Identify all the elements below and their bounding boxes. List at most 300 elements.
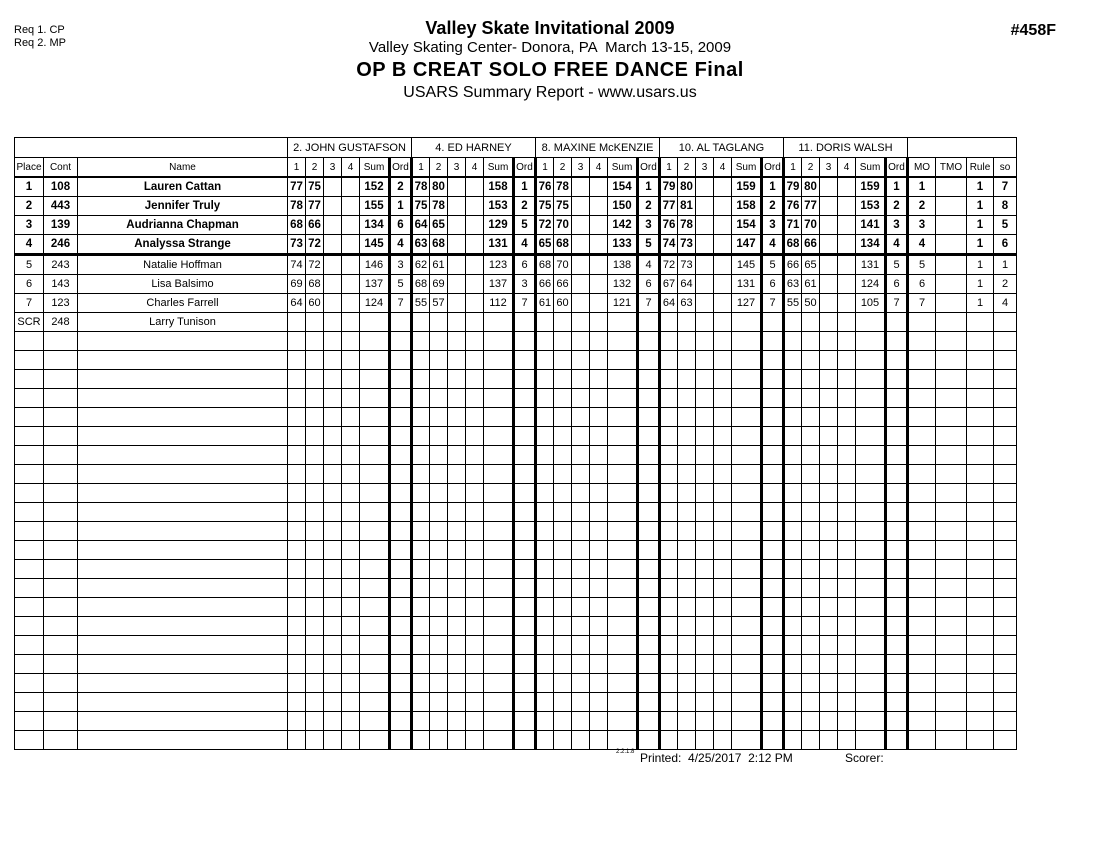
score-cell xyxy=(714,408,732,427)
score-cell xyxy=(820,560,838,579)
score-cell xyxy=(430,503,448,522)
ord-cell xyxy=(514,579,536,598)
score-cell xyxy=(802,503,820,522)
score-cell xyxy=(430,560,448,579)
score-cell xyxy=(820,712,838,731)
empty-row xyxy=(15,465,1017,484)
score-cell xyxy=(324,579,342,598)
score-cell xyxy=(448,389,466,408)
score-cell xyxy=(554,712,572,731)
score-cell: 60 xyxy=(306,294,324,313)
score-cell xyxy=(678,503,696,522)
score-cell xyxy=(590,731,608,750)
score-cell xyxy=(288,636,306,655)
score-cell xyxy=(324,197,342,216)
score-cell: 65 xyxy=(536,235,554,255)
skater-name-cell: Audrianna Chapman xyxy=(78,216,288,235)
score-cell xyxy=(342,370,360,389)
score-cell xyxy=(536,503,554,522)
score-cell xyxy=(342,579,360,598)
place-cell: 1 xyxy=(15,177,44,197)
score-cell: 69 xyxy=(430,275,448,294)
sum-cell xyxy=(856,560,886,579)
ord-cell: 1 xyxy=(390,197,412,216)
score-cell xyxy=(448,408,466,427)
score-cell xyxy=(536,427,554,446)
score-cell xyxy=(572,465,590,484)
so-cell xyxy=(994,579,1017,598)
score-cell xyxy=(838,313,856,332)
score-cell xyxy=(412,446,430,465)
score-cell xyxy=(342,598,360,617)
score-cell: 77 xyxy=(288,177,306,197)
result-row xyxy=(15,216,1017,235)
score-cell xyxy=(660,693,678,712)
score-cell xyxy=(660,503,678,522)
score-cell xyxy=(554,351,572,370)
ord-cell xyxy=(390,389,412,408)
score-cell xyxy=(660,332,678,351)
column-header-name: Name xyxy=(78,158,288,178)
ord-cell: 5 xyxy=(886,255,908,275)
sum-cell: 150 xyxy=(608,197,638,216)
tmo-cell xyxy=(936,294,967,313)
score-cell xyxy=(660,579,678,598)
score-cell xyxy=(342,313,360,332)
ord-cell xyxy=(514,446,536,465)
score-cell xyxy=(536,579,554,598)
ord-cell xyxy=(638,313,660,332)
score-cell: 68 xyxy=(288,216,306,235)
score-cell xyxy=(714,313,732,332)
score-cell xyxy=(678,636,696,655)
tmo-cell xyxy=(936,197,967,216)
score-cell xyxy=(430,693,448,712)
sum-cell xyxy=(732,503,762,522)
score-cell xyxy=(554,579,572,598)
score-cell xyxy=(784,522,802,541)
score-cell xyxy=(288,598,306,617)
contestant-number-cell: 108 xyxy=(44,177,78,197)
sum-cell xyxy=(856,655,886,674)
column-header-cont: Cont xyxy=(44,158,78,178)
score-cell xyxy=(696,541,714,560)
contestant-number-cell xyxy=(44,351,78,370)
ord-cell xyxy=(390,427,412,446)
score-cell xyxy=(288,560,306,579)
sum-cell xyxy=(608,712,638,731)
ord-cell xyxy=(762,332,784,351)
score-cell xyxy=(572,522,590,541)
contestant-number-cell xyxy=(44,370,78,389)
score-cell xyxy=(430,712,448,731)
so-cell xyxy=(994,598,1017,617)
sum-cell xyxy=(608,674,638,693)
score-cell xyxy=(536,693,554,712)
score-cell xyxy=(678,560,696,579)
ord-cell xyxy=(390,446,412,465)
score-cell xyxy=(448,465,466,484)
score-cell: 61 xyxy=(802,275,820,294)
score-cell xyxy=(324,294,342,313)
tmo-cell xyxy=(936,693,967,712)
ord-cell xyxy=(638,503,660,522)
sum-cell: 154 xyxy=(732,216,762,235)
score-cell xyxy=(590,674,608,693)
score-cell xyxy=(536,598,554,617)
tmo-cell xyxy=(936,216,967,235)
ord-cell xyxy=(762,655,784,674)
score-cell xyxy=(448,693,466,712)
empty-row xyxy=(15,598,1017,617)
tmo-cell xyxy=(936,235,967,255)
sum-cell xyxy=(484,655,514,674)
contestant-number-cell xyxy=(44,522,78,541)
ord-cell xyxy=(514,617,536,636)
score-cell xyxy=(590,541,608,560)
tmo-cell xyxy=(936,560,967,579)
sum-cell xyxy=(856,693,886,712)
score-cell xyxy=(288,370,306,389)
sum-cell xyxy=(484,712,514,731)
score-cell: 78 xyxy=(430,197,448,216)
score-cell xyxy=(660,617,678,636)
score-cell xyxy=(696,560,714,579)
score-cell xyxy=(572,636,590,655)
skater-name-cell xyxy=(78,674,288,693)
score-cell xyxy=(696,332,714,351)
ord-cell xyxy=(762,636,784,655)
score-cell xyxy=(838,484,856,503)
skater-name-cell: Lisa Balsimo xyxy=(78,275,288,294)
ord-cell: 2 xyxy=(886,197,908,216)
column-header-row xyxy=(15,158,1017,178)
column-header-2: 2 xyxy=(430,158,448,178)
contestant-number-cell xyxy=(44,541,78,560)
score-cell xyxy=(660,408,678,427)
score-cell xyxy=(696,389,714,408)
judge-name-header: 2. JOHN GUSTAFSON xyxy=(288,138,412,158)
score-cell xyxy=(802,712,820,731)
mo-cell xyxy=(908,560,936,579)
score-cell xyxy=(554,541,572,560)
sum-cell xyxy=(732,465,762,484)
so-cell xyxy=(994,655,1017,674)
score-cell xyxy=(820,541,838,560)
contestant-number-cell xyxy=(44,446,78,465)
score-cell xyxy=(572,541,590,560)
score-cell xyxy=(678,655,696,674)
score-cell: 73 xyxy=(288,235,306,255)
column-header-1: 1 xyxy=(784,158,802,178)
score-cell xyxy=(448,177,466,197)
sum-cell: 159 xyxy=(856,177,886,197)
score-cell xyxy=(306,636,324,655)
score-cell xyxy=(590,503,608,522)
score-cell xyxy=(714,636,732,655)
score-cell xyxy=(430,465,448,484)
ord-cell xyxy=(514,427,536,446)
sum-cell xyxy=(608,313,638,332)
score-cell xyxy=(288,313,306,332)
score-cell xyxy=(696,408,714,427)
ord-cell xyxy=(390,579,412,598)
score-cell xyxy=(820,332,838,351)
sum-cell xyxy=(856,522,886,541)
skater-name-cell xyxy=(78,617,288,636)
score-cell xyxy=(660,598,678,617)
ord-cell xyxy=(762,731,784,750)
score-cell xyxy=(430,541,448,560)
score-cell xyxy=(342,693,360,712)
ord-cell xyxy=(638,332,660,351)
score-cell xyxy=(838,446,856,465)
score-cell xyxy=(820,522,838,541)
sum-cell xyxy=(484,370,514,389)
score-cell: 67 xyxy=(660,275,678,294)
sum-cell xyxy=(608,522,638,541)
score-cell xyxy=(590,332,608,351)
empty-row xyxy=(15,522,1017,541)
score-cell xyxy=(590,408,608,427)
score-cell xyxy=(696,598,714,617)
score-cell xyxy=(554,522,572,541)
score-cell xyxy=(306,579,324,598)
score-cell xyxy=(342,216,360,235)
score-cell xyxy=(288,579,306,598)
score-cell xyxy=(590,636,608,655)
sum-cell xyxy=(360,484,390,503)
empty-row xyxy=(15,541,1017,560)
tmo-cell xyxy=(936,655,967,674)
score-cell: 77 xyxy=(660,197,678,216)
sum-cell xyxy=(732,522,762,541)
score-cell xyxy=(696,484,714,503)
score-cell xyxy=(572,598,590,617)
score-cell xyxy=(678,446,696,465)
ord-cell: 6 xyxy=(514,255,536,275)
sum-cell: 145 xyxy=(732,255,762,275)
score-cell: 79 xyxy=(784,177,802,197)
score-cell xyxy=(324,636,342,655)
score-cell xyxy=(838,712,856,731)
score-cell: 78 xyxy=(412,177,430,197)
place-cell: 4 xyxy=(15,235,44,255)
score-cell xyxy=(802,674,820,693)
score-cell xyxy=(784,693,802,712)
score-cell xyxy=(802,313,820,332)
score-cell: 72 xyxy=(306,255,324,275)
ord-cell xyxy=(514,522,536,541)
score-cell xyxy=(448,313,466,332)
score-cell xyxy=(536,465,554,484)
so-cell xyxy=(994,560,1017,579)
mo-cell xyxy=(908,332,936,351)
score-cell xyxy=(466,216,484,235)
score-cell xyxy=(696,370,714,389)
score-cell xyxy=(342,674,360,693)
result-row xyxy=(15,197,1017,216)
score-cell xyxy=(714,712,732,731)
score-cell xyxy=(714,332,732,351)
sum-cell: 153 xyxy=(856,197,886,216)
score-cell xyxy=(448,503,466,522)
ord-cell xyxy=(514,693,536,712)
tmo-cell xyxy=(936,598,967,617)
score-cell: 64 xyxy=(412,216,430,235)
column-header-sum: Sum xyxy=(484,158,514,178)
score-cell xyxy=(802,541,820,560)
score-cell xyxy=(714,598,732,617)
rule-cell xyxy=(967,313,994,332)
score-cell xyxy=(288,541,306,560)
score-cell xyxy=(306,712,324,731)
printed-timestamp: Printed: 4/25/2017 2:12 PM xyxy=(640,751,793,765)
mo-cell: 4 xyxy=(908,235,936,255)
ord-cell xyxy=(514,541,536,560)
score-cell xyxy=(466,427,484,446)
score-cell xyxy=(784,503,802,522)
score-cell xyxy=(572,351,590,370)
score-cell xyxy=(466,579,484,598)
skater-name-cell xyxy=(78,465,288,484)
ord-cell xyxy=(762,522,784,541)
sum-cell: 123 xyxy=(484,255,514,275)
ord-cell xyxy=(762,446,784,465)
mo-cell xyxy=(908,674,936,693)
score-cell xyxy=(342,522,360,541)
mo-cell xyxy=(908,313,936,332)
ord-cell xyxy=(390,674,412,693)
score-cell xyxy=(466,465,484,484)
tmo-cell xyxy=(936,389,967,408)
rule-cell xyxy=(967,731,994,750)
sum-cell xyxy=(360,617,390,636)
so-cell xyxy=(994,541,1017,560)
ord-cell xyxy=(886,484,908,503)
score-cell: 68 xyxy=(412,275,430,294)
sum-cell: 137 xyxy=(484,275,514,294)
score-cell xyxy=(820,351,838,370)
sum-cell xyxy=(732,351,762,370)
so-cell: 7 xyxy=(994,177,1017,197)
rule-cell xyxy=(967,693,994,712)
score-cell xyxy=(306,693,324,712)
ord-cell xyxy=(638,446,660,465)
score-cell xyxy=(696,693,714,712)
score-cell xyxy=(412,313,430,332)
score-cell xyxy=(448,255,466,275)
sum-cell xyxy=(360,541,390,560)
so-cell xyxy=(994,389,1017,408)
score-cell xyxy=(660,522,678,541)
sum-cell xyxy=(608,560,638,579)
score-cell xyxy=(554,389,572,408)
judge-name-header: 8. MAXINE McKENZIE xyxy=(536,138,660,158)
score-cell xyxy=(696,712,714,731)
score-cell xyxy=(412,693,430,712)
contestant-number-cell: 243 xyxy=(44,255,78,275)
score-cell: 60 xyxy=(554,294,572,313)
score-cell: 66 xyxy=(802,235,820,255)
rule-cell xyxy=(967,579,994,598)
sum-cell xyxy=(360,446,390,465)
column-header-4: 4 xyxy=(714,158,732,178)
sum-cell: 146 xyxy=(360,255,390,275)
score-cell xyxy=(342,275,360,294)
empty-row xyxy=(15,731,1017,750)
tmo-cell xyxy=(936,731,967,750)
score-cell xyxy=(678,522,696,541)
ord-cell xyxy=(514,598,536,617)
score-cell xyxy=(430,427,448,446)
ord-cell xyxy=(390,408,412,427)
mo-cell xyxy=(908,579,936,598)
ord-cell xyxy=(886,503,908,522)
score-cell xyxy=(554,598,572,617)
score-cell xyxy=(590,655,608,674)
mo-cell xyxy=(908,712,936,731)
sum-cell: 138 xyxy=(608,255,638,275)
score-cell xyxy=(430,446,448,465)
score-cell: 76 xyxy=(660,216,678,235)
sum-cell xyxy=(360,313,390,332)
ord-cell xyxy=(638,674,660,693)
sum-cell xyxy=(732,389,762,408)
score-cell xyxy=(714,731,732,750)
place-cell: 7 xyxy=(15,294,44,313)
sum-cell xyxy=(484,579,514,598)
column-header-ord: Ord xyxy=(762,158,784,178)
sum-cell xyxy=(484,636,514,655)
ord-cell: 4 xyxy=(638,255,660,275)
score-cell xyxy=(430,389,448,408)
score-cell xyxy=(820,255,838,275)
ord-cell xyxy=(886,560,908,579)
score-cell xyxy=(572,294,590,313)
ord-cell: 4 xyxy=(514,235,536,255)
score-cell xyxy=(714,446,732,465)
ord-cell: 6 xyxy=(390,216,412,235)
software-version: 2.2.1.8 xyxy=(616,749,635,755)
result-row xyxy=(15,294,1017,313)
sum-cell xyxy=(360,579,390,598)
score-cell xyxy=(838,636,856,655)
sum-cell xyxy=(360,560,390,579)
score-cell xyxy=(784,313,802,332)
score-cell xyxy=(838,731,856,750)
sum-cell xyxy=(856,370,886,389)
score-cell xyxy=(342,197,360,216)
empty-row xyxy=(15,655,1017,674)
score-cell xyxy=(466,370,484,389)
score-cell xyxy=(572,579,590,598)
score-cell xyxy=(324,731,342,750)
score-cell xyxy=(324,465,342,484)
score-cell xyxy=(448,655,466,674)
so-cell: 1 xyxy=(994,255,1017,275)
score-cell xyxy=(324,408,342,427)
ord-cell xyxy=(514,408,536,427)
ord-cell: 1 xyxy=(762,177,784,197)
score-cell xyxy=(536,541,554,560)
score-cell xyxy=(590,275,608,294)
ord-cell: 1 xyxy=(638,177,660,197)
score-cell xyxy=(696,446,714,465)
score-cell: 72 xyxy=(536,216,554,235)
score-cell xyxy=(696,731,714,750)
score-cell xyxy=(660,313,678,332)
